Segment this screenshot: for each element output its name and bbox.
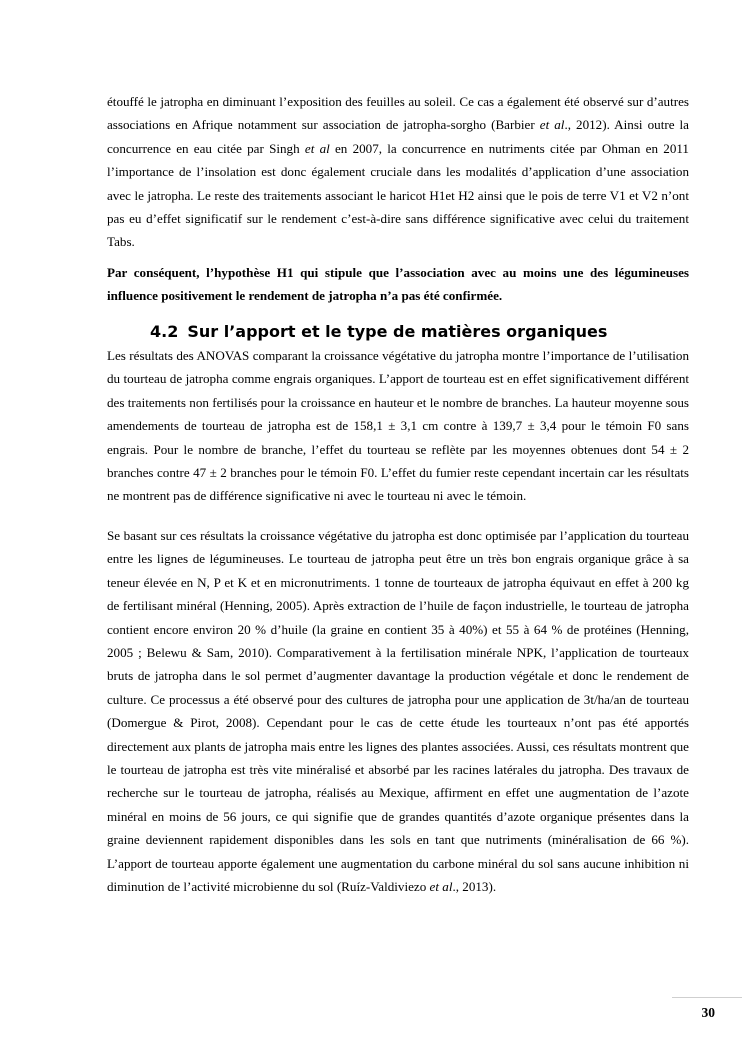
paragraph-text: ., 2013). [452, 879, 497, 895]
section-number: 4.2 [150, 322, 179, 341]
paragraph-intercropping-discussion [107, 90, 689, 254]
section-heading [150, 320, 607, 344]
paragraph-text: en 2007, la concurrence en nutriments citée par Ohman en 2011 l’importance de l’insolation est donc également cruciale dans les modalités d’application d’une association avec le jatropha. Le reste des traitements associant le haricot H1et H2 ainsi que le pois de terre V1 et V2 n’ont pas eu d’effet significatif sur le rendement c’est-à-dire sans différence significative avec celui du traitement Tabs. [107, 140, 689, 250]
citation-et-al: et al [539, 117, 565, 133]
paragraph-text: Se basant sur ces résultats la croissance végétative du jatropha est donc optimisée par l’application du tourteau entre les lignes de légumineuses. Le tourteau de jatropha peut être un très bon engrais organique grâce à sa teneur élevée en N, P et K et en micronutriments. 1 tonne de tourteaux de jatropha équivaut en effet à 200 kg de fertilisant minéral (Henning, 2005). Après extraction de l’huile de façon industrielle, le tourteau de jatropha contient encore environ 20 % d’huile (la graine en contient 35 à 40%) et 55 à 64 % de protéines (Henning, 2005 ; Belewu & Sam, 2010). Comparativement à la fertilisation minérale NPK, l’application de tourteaux bruts de jatropha dans le sol permet d’augmenter davantage la production végétale et donc le rendement de culture. Ce processus a été observé pour des cultures de jatropha pour une application de 3t/ha/an de tourteau (Domergue & Pirot, 2008). Cependant pour le cas de cette étude les tourteaux n’ont pas été apportés directement aux plants de jatropha mais entre les lignes des plantes associées. Aussi, ces résultats montrent que le tourteau de jatropha est très vite minéralisé et absorbé par les racines latérales du jatropha. Des travaux de recherche sur le tourteau de jatropha, réalisés au Mexique, affirment en effet une augmentation de l’azote minéral en moins de 56 jours, ce qui signifie que de grandes quantités d’azote organique présentes dans la graine deviennent rapidement disponibles dans les sols en tant que nutriments (minéralisation de 66 %). L’apport de tourteau apporte également une augmentation du carbone minéral du sol sans aucune inhibition ni diminution de l’activité microbienne du sol (Ruíz-Valdiviezo [107, 528, 689, 895]
paragraph-text: ., 2012). Ainsi outre la concurrence en eau citée par Singh [107, 117, 689, 156]
section-title: Sur l’apport et le type de matières organiques [187, 322, 608, 341]
paragraph-anova-results: Les résultats des ANOVAS comparant la croissance végétative du jatropha montre l’importance de l’utilisation du tourteau de jatropha comme engrais organiques. L’apport de tourteau est en effet significativement différent des traitements non fertilisés pour la croissance en hauteur et le nombre de branches. La hauteur moyenne sous amendements de tourteau de jatropha est de 158,1 ± 3,1 cm contre à 139,7 ± 3,4 pour le témoin F0 sans engrais. Pour le nombre de branche, l’effet du tourteau se reflète par les moyennes obtenues dont 54 ± 2 branches contre 47 ± 2 branches pour le témoin F0. L’effet du fumier reste cependant incertain car les résultats ne montrent pas de différence significative ni avec le tourteau ni avec le témoin. [107, 348, 689, 504]
citation-et-al: et al [304, 140, 330, 156]
footer-divider [672, 997, 742, 998]
paragraph-tourteau-discussion [107, 524, 689, 899]
citation-et-al: et al [429, 879, 453, 895]
hypothesis-conclusion: Par conséquent, l’hypothèse H1 qui stipule que l’association avec au moins une des légumineuses influence positivement le rendement de jatropha n’a pas été confirmée. [107, 265, 689, 304]
page-number: 30 [701, 1005, 715, 1020]
paragraph-text: étouffé le jatropha en diminuant l’exposition des feuilles au soleil. Ce cas a également été observé sur d’autres associations en Afrique notamment sur association de jatropha-sorgho (Barbier [107, 94, 689, 133]
